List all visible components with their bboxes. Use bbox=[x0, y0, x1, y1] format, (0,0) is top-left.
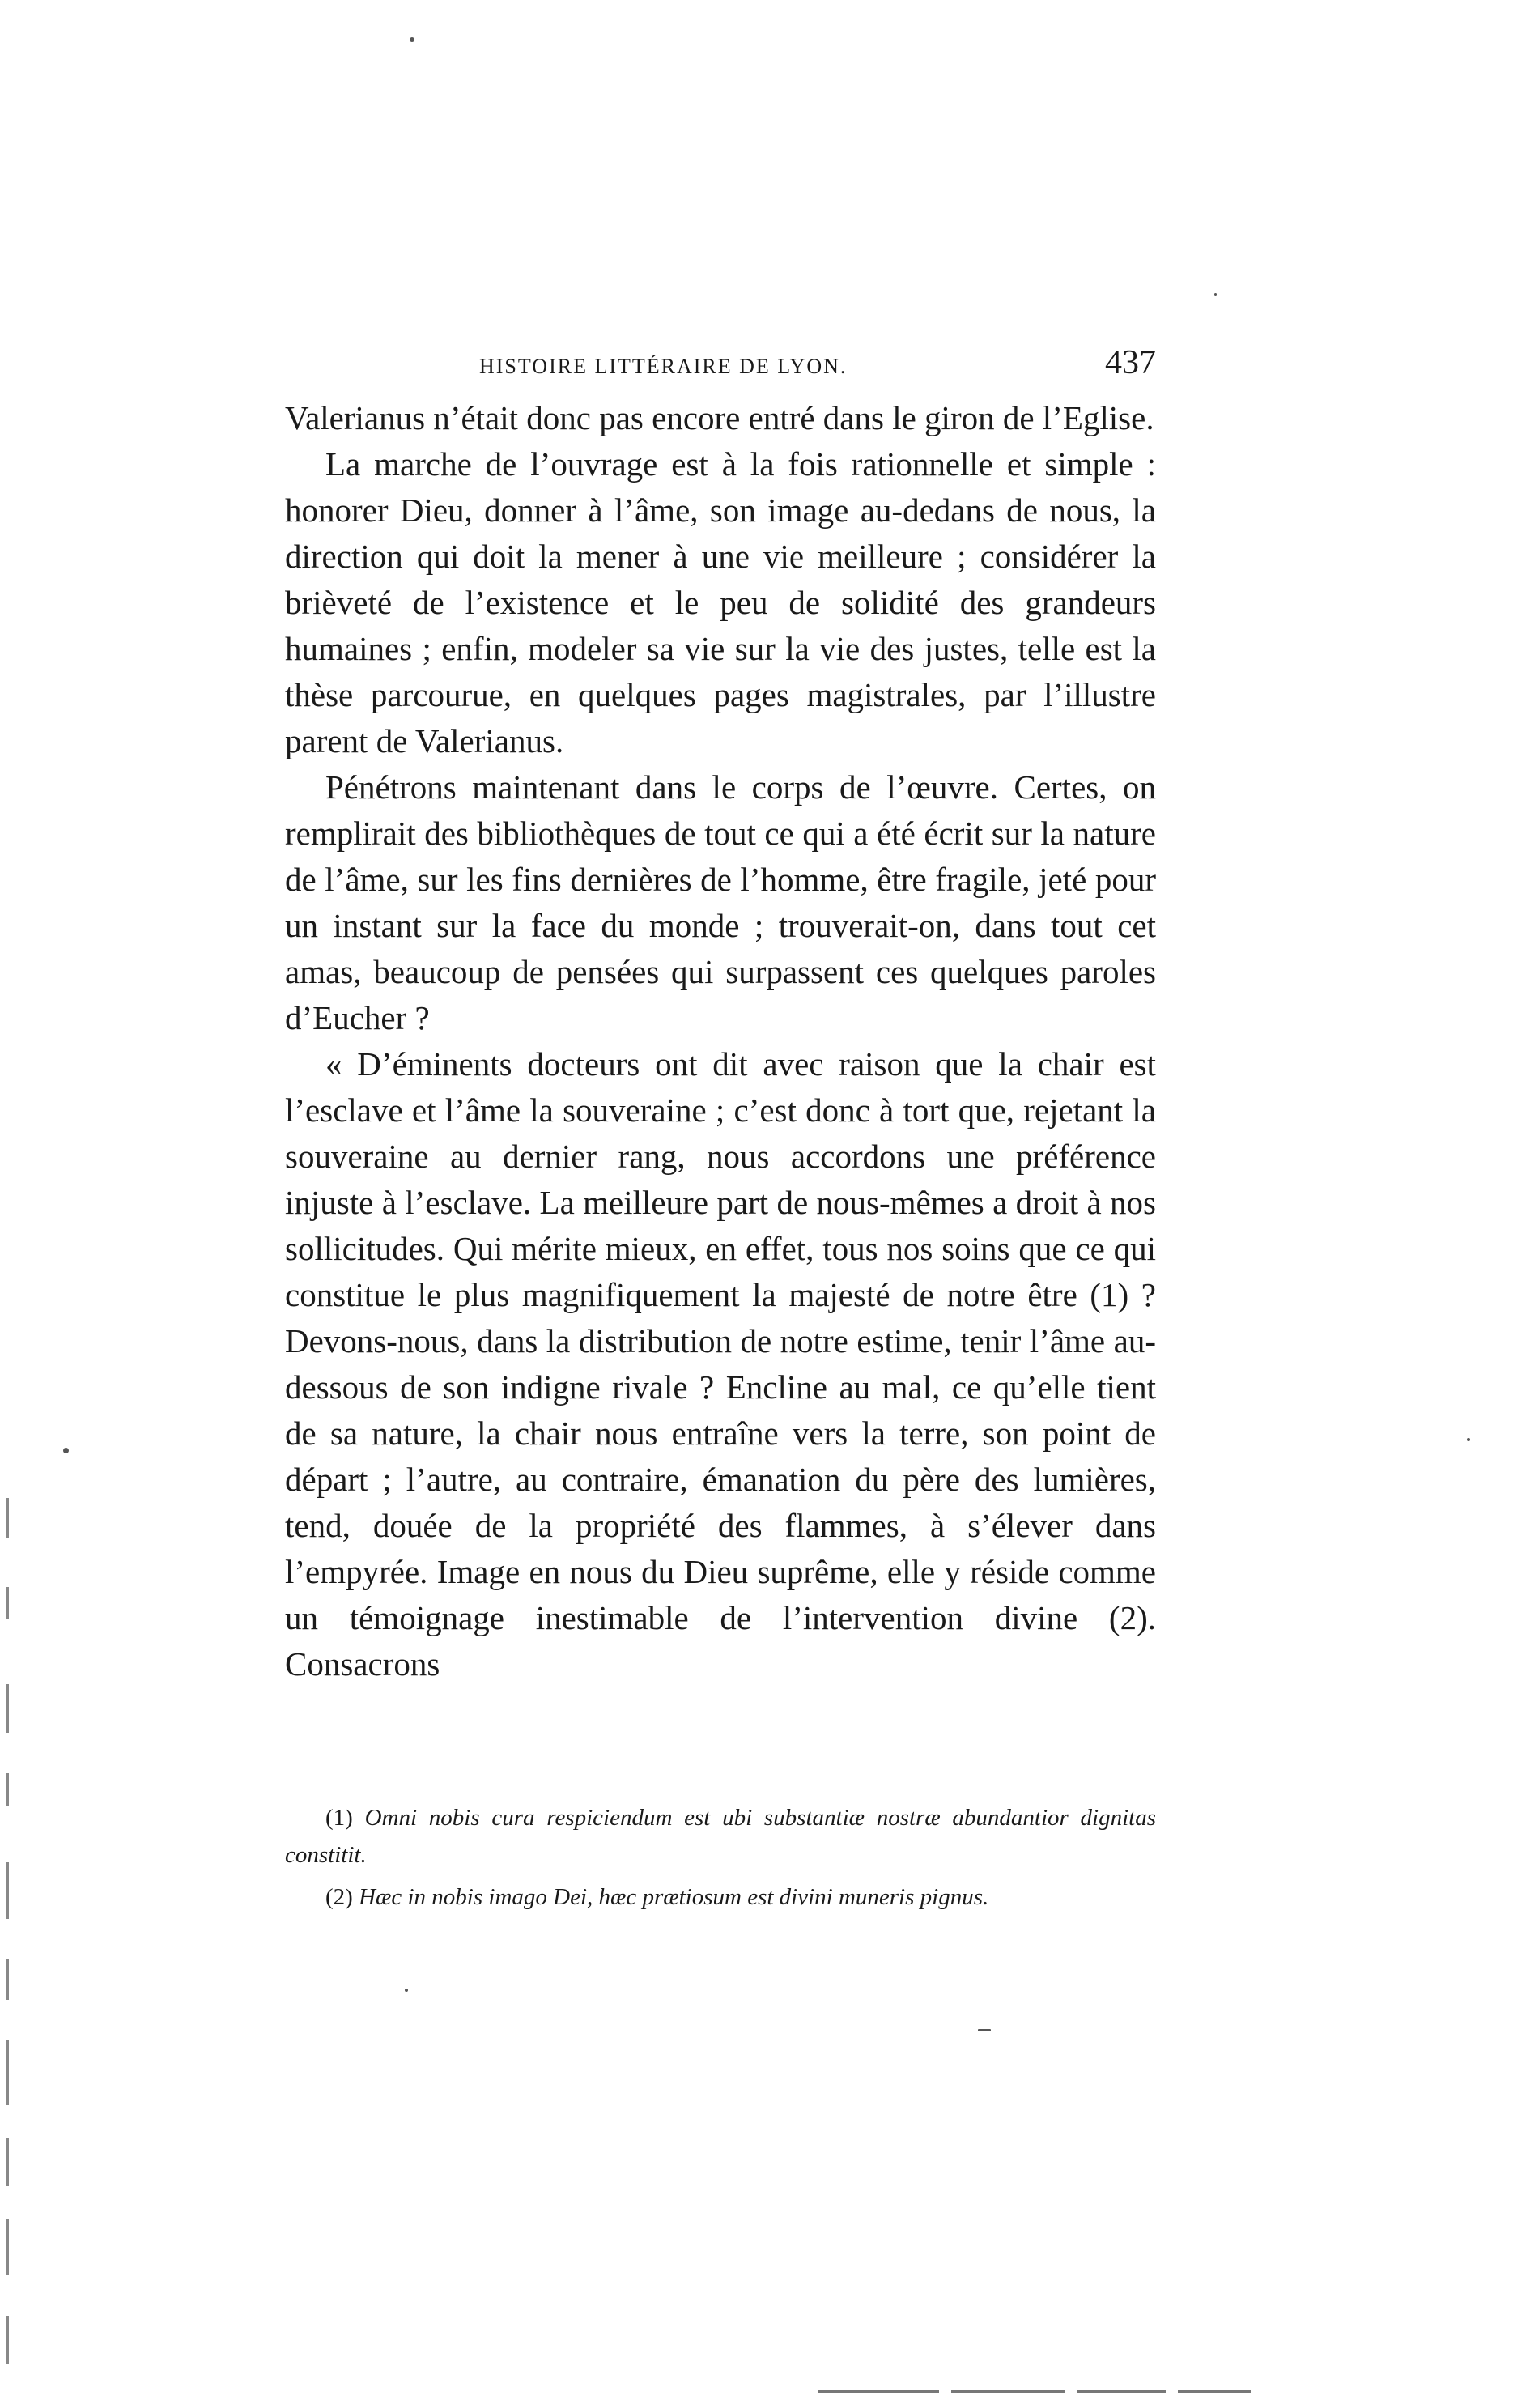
footnote-mark: (1) bbox=[325, 1805, 353, 1831]
paragraph: La marche de l’ouvrage est à la fois rationnelle et simple : honorer Dieu, donner à l’âme, son image au-dedans de nous, la direction qui doit la mener à une vie meilleure ; considérer la brièveté de l’existence et le peu de solidité des grandeurs humaines ; enfin, modeler sa vie sur la vie des justes, telle est la thèse parcourue, en quelques pages magistrales, par l’illustre parent de Valerianus. bbox=[285, 445, 1156, 759]
scan-edge bbox=[6, 2138, 9, 2186]
scan-speck bbox=[1467, 1438, 1470, 1441]
scan-edge bbox=[6, 2316, 9, 2364]
scan-edge bbox=[6, 1862, 9, 1919]
paragraph-quotation: « D’éminents docteurs ont dit avec raison que la chair est l’esclave et l’âme la souveraine ; c’est donc à tort que, rejetant la souveraine au dernier rang, nous accordons une préférence injuste à l’esclave. La meilleure part de nous-mêmes a droit à nos sollicitudes. Qui mérite mieux, en effet, tous nos soins que ce qui constitue le plus magnifiquement la majesté de notre être (1) ? Devons-nous, dans la distribution de notre estime, tenir l’âme au-dessous de son indigne rivale ? Encline au mal, ce qu’elle tient de sa nature, la chair nous entraîne vers la terre, son point de départ ; l’autre, au contraire, émanation du père des lumières, tend, douée de la propriété des flammes, à s’élever dans l’empyrée. Image en nous du Dieu suprême, elle y réside comme un témoignage inestimable de l’intervention divine (2). Consacrons bbox=[285, 1045, 1156, 1683]
footnote bbox=[285, 1878, 1156, 1916]
page-number: 437 bbox=[1105, 344, 1156, 381]
scan-edge bbox=[6, 1684, 9, 1733]
scan-edge bbox=[6, 2040, 9, 2105]
scan-bottom-rule bbox=[1178, 2390, 1251, 2393]
scan-bottom-rule bbox=[951, 2390, 1065, 2393]
footnote bbox=[285, 1799, 1156, 1874]
footnote-text: Omni nobis cura respiciendum est ubi substantiæ nostræ abundantior dignitas constitit. bbox=[285, 1805, 1157, 1868]
scan-edge bbox=[6, 1773, 9, 1806]
footnote-text: Hæc in nobis imago Dei, hæc prætiosum est divini muneris pignus. bbox=[359, 1884, 989, 1910]
scan-speck bbox=[410, 37, 414, 42]
paragraph: Pénétrons maintenant dans le corps de l’œuvre. Certes, on remplirait des bibliothèques de tout ce qui a été écrit sur la nature de l’âme, sur les fins dernières de l’homme, être fragile, jeté pour un instant sur la face du monde ; trouverait-on, dans tout cet amas, beaucoup de pensées qui surpassent ces quelques paroles d’Eucher ? bbox=[285, 768, 1156, 1036]
scan-speck bbox=[405, 1989, 408, 1992]
scan-edge bbox=[6, 1959, 9, 2000]
scan-speck bbox=[1214, 293, 1217, 296]
scan-bottom-rule bbox=[818, 2390, 939, 2393]
scan-speck bbox=[63, 1448, 69, 1453]
scan-bottom-rule bbox=[1077, 2390, 1166, 2393]
scan-edge bbox=[6, 1587, 9, 1619]
paragraph-continuation: Valerianus n’était donc pas encore entré dans le giron de l’Eglise. bbox=[285, 399, 1154, 436]
footnote-mark: (2) bbox=[325, 1884, 353, 1910]
scan-edge bbox=[6, 2219, 9, 2275]
scan-edge bbox=[6, 1498, 9, 1538]
footnotes bbox=[285, 1799, 1156, 1921]
scan-speck bbox=[978, 2029, 991, 2031]
body-text bbox=[285, 395, 1156, 1687]
running-title: HISTOIRE LITTÉRAIRE DE LYON. bbox=[479, 355, 848, 378]
running-head bbox=[285, 343, 1156, 392]
